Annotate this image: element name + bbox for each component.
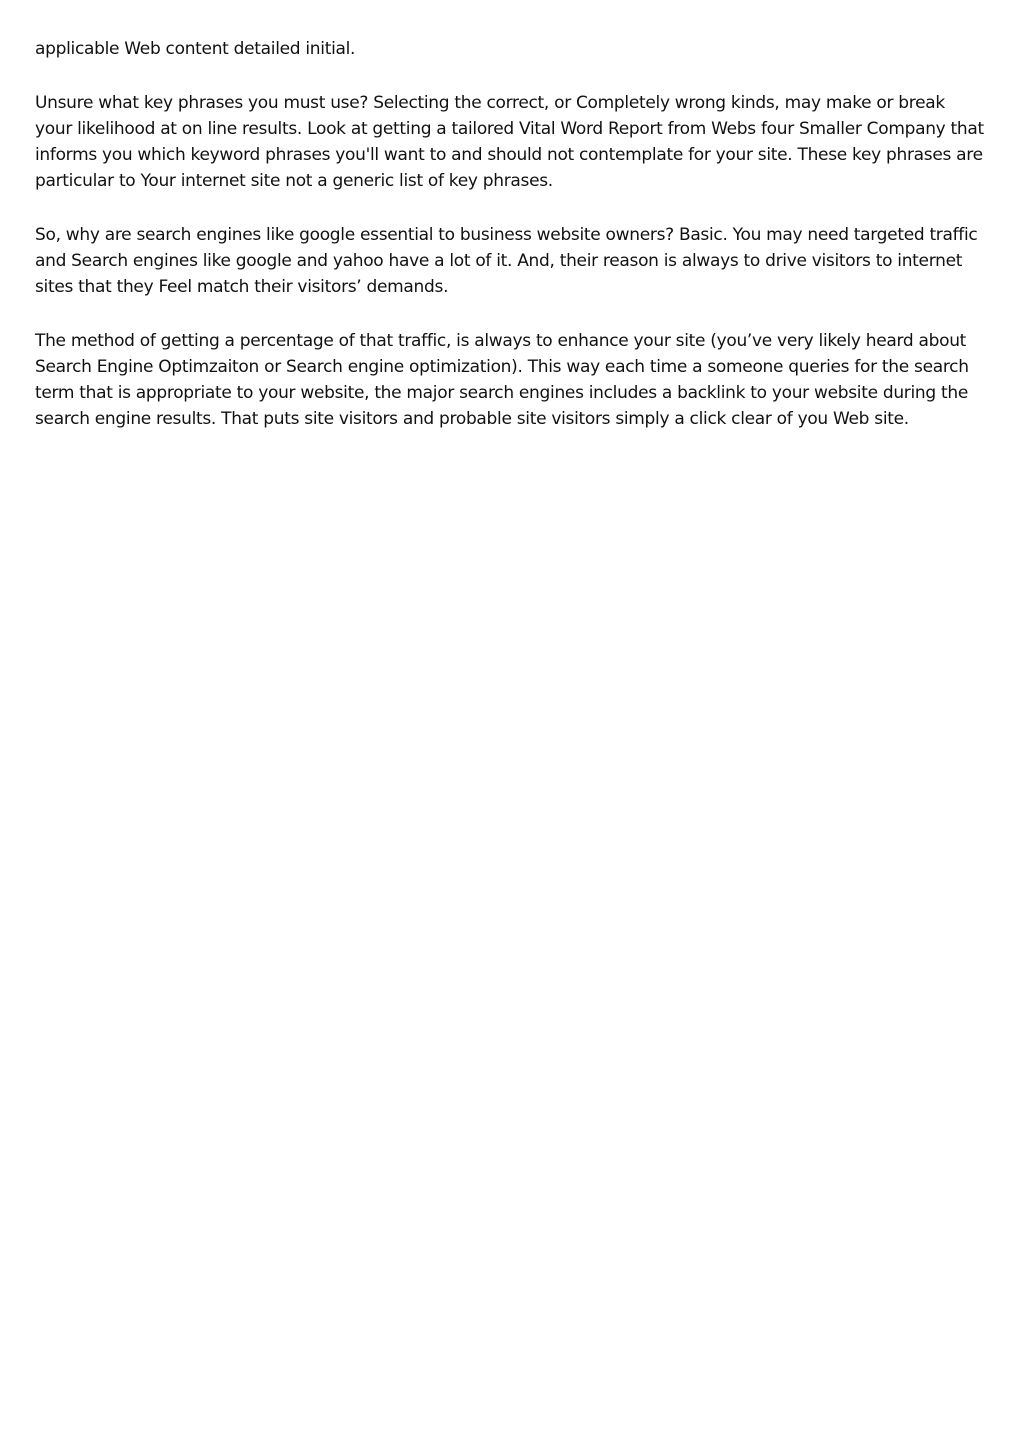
paragraph-2: Unsure what key phrases you must use? Selecting the correct, or Completely wrong kinds, may make or break your likelihood at on line results. Look at getting a tailored Vital Word Report from Webs four Smaller Company that informs you which keyword phrases you'll want to and should not contemplate for your site. These key phrases are particular to Your internet site not a generic list of key phrases. [35, 93, 984, 191]
paragraph-4: The method of getting a percentage of that traffic, is always to enhance your site (you’ve very likely heard about Search Engine Optimzaiton or Search engine optimization). This way each time a someone queries for the search term that is appropriate to your website, the major search engines includes a backlink to your website during the search engine results. That puts site visitors and probable site visitors simply a click clear of you Web site. [35, 331, 969, 429]
paragraph-3: So, why are search engines like google essential to business website owners? Basic. You may need targeted traffic and Search engines like google and yahoo have a lot of it. And, their reason is always to drive visitors to internet sites that they Feel match their visitors’ demands. [35, 225, 978, 297]
document-page [35, 36, 985, 460]
paragraph-1: applicable Web content detailed initial. [35, 39, 356, 59]
